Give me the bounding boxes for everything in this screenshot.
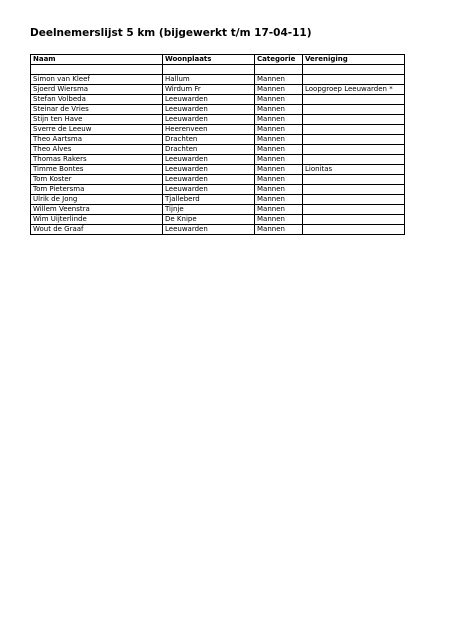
cell-categorie: Mannen	[255, 225, 303, 235]
table-row	[31, 65, 405, 75]
cell-naam: Tom Pietersma	[31, 185, 163, 195]
cell-vereniging	[303, 225, 405, 235]
cell-categorie: Mannen	[255, 95, 303, 105]
cell-categorie: Mannen	[255, 185, 303, 195]
cell-vereniging: Loopgroep Leeuwarden *	[303, 85, 405, 95]
table-row	[31, 225, 405, 235]
cell-vereniging	[303, 205, 405, 215]
cell-woonplaats: Wirdum Fr	[163, 85, 255, 95]
cell-vereniging	[303, 115, 405, 125]
table-row	[31, 175, 405, 185]
cell-categorie: Mannen	[255, 155, 303, 165]
cell-vereniging	[303, 145, 405, 155]
table-header-row	[31, 55, 405, 65]
table-row	[31, 75, 405, 85]
table-body	[31, 65, 405, 235]
cell-naam: Ulrik de Jong	[31, 195, 163, 205]
cell-naam: Simon van Kleef	[31, 75, 163, 85]
cell-naam: Wim Uijterlinde	[31, 215, 163, 225]
column-header-vereniging: Vereniging	[303, 55, 405, 65]
cell-woonplaats: Leeuwarden	[163, 185, 255, 195]
cell-naam	[31, 65, 163, 75]
cell-woonplaats: Drachten	[163, 135, 255, 145]
cell-woonplaats: Heerenveen	[163, 125, 255, 135]
cell-naam: Theo Aartsma	[31, 135, 163, 145]
table-row	[31, 85, 405, 95]
page-title: Deelnemerslijst 5 km (bijgewerkt t/m 17-04-11)	[30, 27, 312, 39]
table-row	[31, 165, 405, 175]
cell-naam: Sjoerd Wiersma	[31, 85, 163, 95]
participants-table	[30, 54, 405, 235]
cell-vereniging	[303, 105, 405, 115]
cell-naam: Thomas Rakers	[31, 155, 163, 165]
cell-vereniging	[303, 195, 405, 205]
cell-categorie: Mannen	[255, 165, 303, 175]
cell-woonplaats: De Knipe	[163, 215, 255, 225]
table-row	[31, 115, 405, 125]
column-header-woonplaats: Woonplaats	[163, 55, 255, 65]
cell-vereniging	[303, 155, 405, 165]
cell-categorie: Mannen	[255, 175, 303, 185]
cell-categorie: Mannen	[255, 75, 303, 85]
table-row	[31, 185, 405, 195]
cell-woonplaats: Leeuwarden	[163, 225, 255, 235]
cell-vereniging	[303, 125, 405, 135]
cell-naam: Stijn ten Have	[31, 115, 163, 125]
cell-categorie: Mannen	[255, 115, 303, 125]
table-row	[31, 155, 405, 165]
cell-woonplaats: Leeuwarden	[163, 155, 255, 165]
cell-naam: Wout de Graaf	[31, 225, 163, 235]
cell-woonplaats: Tjalleberd	[163, 195, 255, 205]
cell-naam: Sverre de Leeuw	[31, 125, 163, 135]
cell-naam: Willem Veenstra	[31, 205, 163, 215]
cell-naam: Steinar de Vries	[31, 105, 163, 115]
table-row	[31, 135, 405, 145]
cell-categorie: Mannen	[255, 195, 303, 205]
cell-woonplaats: Tijnje	[163, 205, 255, 215]
cell-vereniging	[303, 185, 405, 195]
table-row	[31, 95, 405, 105]
cell-woonplaats: Leeuwarden	[163, 175, 255, 185]
cell-naam: Tom Koster	[31, 175, 163, 185]
table-row	[31, 195, 405, 205]
cell-vereniging	[303, 75, 405, 85]
cell-woonplaats: Drachten	[163, 145, 255, 155]
cell-categorie: Mannen	[255, 125, 303, 135]
cell-naam: Timme Bontes	[31, 165, 163, 175]
cell-categorie: Mannen	[255, 205, 303, 215]
cell-categorie: Mannen	[255, 85, 303, 95]
cell-woonplaats	[163, 65, 255, 75]
cell-categorie	[255, 65, 303, 75]
cell-vereniging	[303, 135, 405, 145]
cell-vereniging	[303, 175, 405, 185]
cell-woonplaats: Hallum	[163, 75, 255, 85]
cell-woonplaats: Leeuwarden	[163, 115, 255, 125]
cell-vereniging	[303, 215, 405, 225]
cell-naam: Theo Alves	[31, 145, 163, 155]
cell-vereniging	[303, 65, 405, 75]
cell-categorie: Mannen	[255, 135, 303, 145]
cell-woonplaats: Leeuwarden	[163, 165, 255, 175]
table-row	[31, 205, 405, 215]
cell-naam: Stefan Volbeda	[31, 95, 163, 105]
table-row	[31, 125, 405, 135]
cell-vereniging	[303, 95, 405, 105]
cell-categorie: Mannen	[255, 215, 303, 225]
column-header-naam: Naam	[31, 55, 163, 65]
cell-vereniging: Lionitas	[303, 165, 405, 175]
cell-categorie: Mannen	[255, 145, 303, 155]
cell-woonplaats: Leeuwarden	[163, 95, 255, 105]
column-header-categorie: Categorie	[255, 55, 303, 65]
table-row	[31, 215, 405, 225]
cell-categorie: Mannen	[255, 105, 303, 115]
table-row	[31, 145, 405, 155]
cell-woonplaats: Leeuwarden	[163, 105, 255, 115]
table-row	[31, 105, 405, 115]
